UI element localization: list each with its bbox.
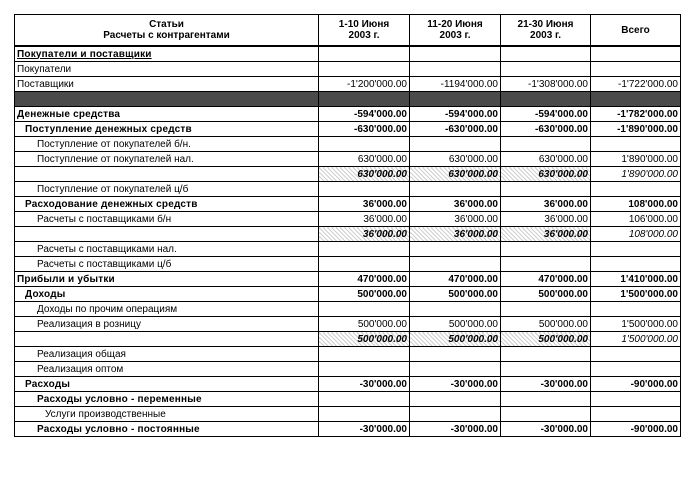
row-period-value: -1194'000.00 bbox=[410, 77, 501, 92]
row-label bbox=[15, 332, 319, 347]
row-period-value bbox=[410, 46, 501, 62]
row-period-value bbox=[501, 46, 591, 62]
row-total-value bbox=[591, 347, 681, 362]
row-period-value bbox=[410, 257, 501, 272]
header-articles-line1: Статьи bbox=[149, 19, 184, 30]
row-label: Доходы по прочим операциям bbox=[15, 302, 319, 317]
row-period-value bbox=[410, 62, 501, 77]
row-period-value bbox=[501, 257, 591, 272]
row-period-value: 500'000.00 bbox=[319, 317, 410, 332]
row-total-value: -1'782'000.00 bbox=[591, 107, 681, 122]
row-period-value bbox=[319, 92, 410, 107]
row-period-value: 470'000.00 bbox=[319, 272, 410, 287]
report-sheet bbox=[14, 14, 680, 437]
row-total-value: 1'500'000.00 bbox=[591, 332, 681, 347]
table-row bbox=[15, 362, 681, 377]
row-total-value: -90'000.00 bbox=[591, 377, 681, 392]
row-period-value: -30'000.00 bbox=[319, 377, 410, 392]
row-period-value: -630'000.00 bbox=[410, 122, 501, 137]
row-label: Реализация общая bbox=[15, 347, 319, 362]
row-label: Расходы bbox=[15, 377, 319, 392]
row-period-value: -1'200'000.00 bbox=[319, 77, 410, 92]
row-total-value: 108'000.00 bbox=[591, 227, 681, 242]
row-label: Услуги производственные bbox=[15, 407, 319, 422]
row-label bbox=[15, 227, 319, 242]
row-period-value: 36'000.00 bbox=[410, 212, 501, 227]
table-row bbox=[15, 422, 681, 437]
header-period-3-line2: 2003 г. bbox=[530, 30, 561, 41]
header-total-line1: Всего bbox=[621, 24, 650, 36]
row-period-value bbox=[410, 92, 501, 107]
table-row bbox=[15, 92, 681, 107]
row-period-value: 500'000.00 bbox=[319, 287, 410, 302]
row-total-value bbox=[591, 257, 681, 272]
row-total-value bbox=[591, 362, 681, 377]
header-period-3 bbox=[501, 15, 591, 47]
row-label: Поступление от покупателей б/н. bbox=[15, 137, 319, 152]
row-label: Расходы условно - переменные bbox=[15, 392, 319, 407]
row-period-value bbox=[410, 242, 501, 257]
header-period-1-line1: 1-10 Июня bbox=[338, 19, 390, 30]
row-label: Покупатели и поставщики bbox=[15, 46, 319, 62]
header-period-3-line1: 21-30 Июня bbox=[517, 19, 574, 30]
header-period-2-line2: 2003 г. bbox=[439, 30, 471, 41]
row-period-value: -594'000.00 bbox=[410, 107, 501, 122]
row-label: Покупатели bbox=[15, 62, 319, 77]
row-period-value bbox=[501, 407, 591, 422]
row-period-value: -30'000.00 bbox=[501, 422, 591, 437]
row-total-value: 1'890'000.00 bbox=[591, 167, 681, 182]
row-period-value: 500'000.00 bbox=[410, 287, 501, 302]
row-period-value bbox=[319, 302, 410, 317]
row-total-value bbox=[591, 302, 681, 317]
table-row bbox=[15, 137, 681, 152]
row-total-value: 1'500'000.00 bbox=[591, 287, 681, 302]
row-label: Реализация оптом bbox=[15, 362, 319, 377]
row-label bbox=[15, 92, 319, 107]
row-period-value: 630'000.00 bbox=[410, 167, 501, 182]
row-period-value bbox=[410, 137, 501, 152]
header-period-1 bbox=[319, 15, 410, 47]
row-period-value: -594'000.00 bbox=[501, 107, 591, 122]
header-period-2 bbox=[410, 15, 501, 47]
row-total-value: -1'890'000.00 bbox=[591, 122, 681, 137]
row-period-value: -630'000.00 bbox=[501, 122, 591, 137]
table-row bbox=[15, 182, 681, 197]
row-period-value: -1'308'000.00 bbox=[501, 77, 591, 92]
table-row bbox=[15, 46, 681, 62]
header-articles-line2: Расчеты с контрагентами bbox=[103, 30, 230, 41]
row-period-value bbox=[501, 137, 591, 152]
row-period-value: 630'000.00 bbox=[319, 167, 410, 182]
row-period-value: 500'000.00 bbox=[410, 332, 501, 347]
row-period-value: 630'000.00 bbox=[501, 152, 591, 167]
row-period-value: 36'000.00 bbox=[501, 212, 591, 227]
row-period-value bbox=[501, 347, 591, 362]
header-period-1-line2: 2003 г. bbox=[348, 30, 380, 41]
row-period-value bbox=[501, 92, 591, 107]
row-period-value bbox=[319, 362, 410, 377]
row-label: Поступление денежных средств bbox=[15, 122, 319, 137]
row-label: Поступление от покупателей нал. bbox=[15, 152, 319, 167]
row-period-value bbox=[501, 362, 591, 377]
header-articles bbox=[15, 15, 319, 47]
table-row bbox=[15, 257, 681, 272]
row-label: Прибыли и убытки bbox=[15, 272, 319, 287]
row-period-value: 36'000.00 bbox=[319, 197, 410, 212]
row-period-value bbox=[410, 362, 501, 377]
row-period-value bbox=[410, 392, 501, 407]
row-period-value: 36'000.00 bbox=[501, 227, 591, 242]
row-period-value: 500'000.00 bbox=[319, 332, 410, 347]
row-period-value: 500'000.00 bbox=[501, 332, 591, 347]
row-period-value bbox=[319, 137, 410, 152]
table-row bbox=[15, 197, 681, 212]
table-row bbox=[15, 242, 681, 257]
row-total-value bbox=[591, 92, 681, 107]
table-row bbox=[15, 152, 681, 167]
row-period-value: -30'000.00 bbox=[501, 377, 591, 392]
row-period-value bbox=[410, 182, 501, 197]
row-period-value: 630'000.00 bbox=[410, 152, 501, 167]
row-period-value: 36'000.00 bbox=[410, 197, 501, 212]
table-row bbox=[15, 302, 681, 317]
row-label: Поступление от покупателей ц/б bbox=[15, 182, 319, 197]
row-period-value bbox=[319, 182, 410, 197]
row-period-value: 470'000.00 bbox=[410, 272, 501, 287]
row-total-value: 1'500'000.00 bbox=[591, 317, 681, 332]
table-row bbox=[15, 347, 681, 362]
table-row bbox=[15, 107, 681, 122]
report-body bbox=[15, 46, 681, 437]
row-period-value bbox=[319, 46, 410, 62]
row-period-value: -594'000.00 bbox=[319, 107, 410, 122]
table-row bbox=[15, 272, 681, 287]
row-total-value: -1'722'000.00 bbox=[591, 77, 681, 92]
row-period-value: 500'000.00 bbox=[501, 287, 591, 302]
row-total-value: 1'410'000.00 bbox=[591, 272, 681, 287]
header-period-2-line1: 11-20 Июня bbox=[427, 19, 483, 30]
row-total-value bbox=[591, 46, 681, 62]
row-total-value bbox=[591, 407, 681, 422]
row-period-value bbox=[319, 242, 410, 257]
row-period-value: 36'000.00 bbox=[319, 227, 410, 242]
table-row bbox=[15, 62, 681, 77]
row-period-value: 630'000.00 bbox=[319, 152, 410, 167]
row-label: Расчеты с поставщиками ц/б bbox=[15, 257, 319, 272]
row-label: Денежные средства bbox=[15, 107, 319, 122]
row-period-value bbox=[410, 407, 501, 422]
row-total-value bbox=[591, 182, 681, 197]
row-total-value bbox=[591, 62, 681, 77]
table-row bbox=[15, 377, 681, 392]
row-total-value: 1'890'000.00 bbox=[591, 152, 681, 167]
row-period-value: 500'000.00 bbox=[501, 317, 591, 332]
row-label bbox=[15, 167, 319, 182]
row-period-value bbox=[319, 347, 410, 362]
row-total-value bbox=[591, 137, 681, 152]
row-period-value bbox=[319, 392, 410, 407]
row-period-value: 36'000.00 bbox=[410, 227, 501, 242]
row-period-value bbox=[319, 62, 410, 77]
table-row bbox=[15, 227, 681, 242]
row-total-value bbox=[591, 392, 681, 407]
row-label: Расходование денежных средств bbox=[15, 197, 319, 212]
row-period-value bbox=[410, 347, 501, 362]
row-period-value: 36'000.00 bbox=[501, 197, 591, 212]
row-total-value: -90'000.00 bbox=[591, 422, 681, 437]
row-total-value bbox=[591, 242, 681, 257]
row-period-value bbox=[501, 62, 591, 77]
row-period-value bbox=[319, 407, 410, 422]
table-row bbox=[15, 317, 681, 332]
row-period-value: 470'000.00 bbox=[501, 272, 591, 287]
row-period-value: -30'000.00 bbox=[410, 377, 501, 392]
row-period-value bbox=[501, 182, 591, 197]
row-label: Поставщики bbox=[15, 77, 319, 92]
row-label: Расчеты с поставщиками б/н bbox=[15, 212, 319, 227]
table-row bbox=[15, 167, 681, 182]
table-row bbox=[15, 332, 681, 347]
row-period-value bbox=[319, 257, 410, 272]
table-row bbox=[15, 407, 681, 422]
table-row bbox=[15, 77, 681, 92]
table-row bbox=[15, 287, 681, 302]
row-label: Доходы bbox=[15, 287, 319, 302]
row-label: Расходы условно - постоянные bbox=[15, 422, 319, 437]
row-label: Расчеты с поставщиками нал. bbox=[15, 242, 319, 257]
header-row bbox=[15, 15, 681, 47]
table-row bbox=[15, 212, 681, 227]
table-row bbox=[15, 122, 681, 137]
row-period-value bbox=[410, 302, 501, 317]
row-period-value: -30'000.00 bbox=[410, 422, 501, 437]
header-total bbox=[591, 15, 681, 47]
row-period-value: 36'000.00 bbox=[319, 212, 410, 227]
row-period-value bbox=[501, 302, 591, 317]
row-period-value bbox=[501, 242, 591, 257]
report-table bbox=[14, 14, 681, 437]
row-period-value: 500'000.00 bbox=[410, 317, 501, 332]
row-total-value: 106'000.00 bbox=[591, 212, 681, 227]
row-period-value: -630'000.00 bbox=[319, 122, 410, 137]
row-period-value: 630'000.00 bbox=[501, 167, 591, 182]
table-row bbox=[15, 392, 681, 407]
row-label: Реализация в розницу bbox=[15, 317, 319, 332]
row-period-value: -30'000.00 bbox=[319, 422, 410, 437]
row-period-value bbox=[501, 392, 591, 407]
row-total-value: 108'000.00 bbox=[591, 197, 681, 212]
